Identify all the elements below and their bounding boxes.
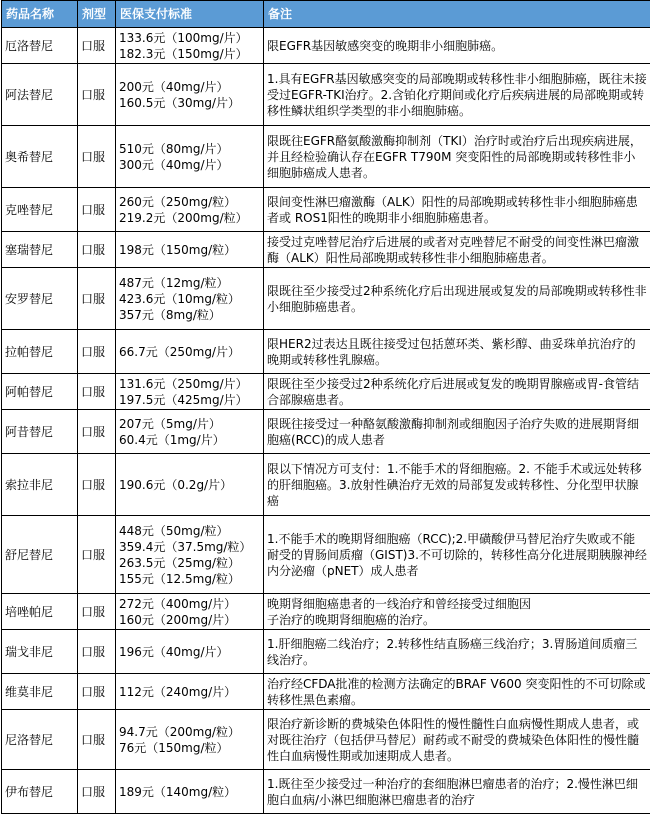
drug-name-cell: 克唑替尼 [2,188,78,232]
drug-name-cell: 瑞戈非尼 [2,630,78,674]
dosage-form-cell: 口服 [78,630,116,674]
remarks-cell: 1.既往至少接受过一种治疗的套细胞淋巴瘤患者的治疗；2.慢性淋巴细胞白血病/小淋巴细胞淋巴瘤患者的治疗 [264,770,650,814]
price-cell [116,188,264,232]
header-remarks: 备注 [264,1,650,28]
table-row [2,410,650,454]
remarks-cell: 接受过克唑替尼治疗后进展的或者对克唑替尼不耐受的间变性淋巴瘤激酶（ALK）阳性局部晚期或转移性非小细胞肺癌患者。 [264,232,650,268]
price-line: 300元（40mg/片） [119,157,260,173]
remarks-cell: 限间变性淋巴瘤激酶（ALK）阳性的局部晚期或转移性非小细胞肺癌患者或 ROS1阳性的晚期非小细胞肺癌患者。 [264,188,650,232]
table-header [2,1,650,28]
drug-name-cell: 拉帕替尼 [2,330,78,374]
dosage-form-cell: 口服 [78,126,116,188]
table-row [2,770,650,814]
price-line: 200元（40mg/片） [119,79,260,95]
price-cell [116,770,264,814]
dosage-form-cell: 口服 [78,374,116,410]
price-line: 448元（50mg/粒） [119,523,260,539]
price-line: 190.6元（0.2g/片） [119,477,260,493]
drug-name-cell: 奥希替尼 [2,126,78,188]
drug-name-cell: 安罗替尼 [2,268,78,330]
table-row [2,268,650,330]
remarks-cell: 限以下情况方可支付：1.不能手术的肾细胞癌。2. 不能手术或远处转移的肝细胞癌。3.放射性碘治疗无效的局部复发或转移性、分化型甲状腺癌 [264,454,650,516]
price-line: 260元（250mg/粒） [119,194,260,210]
remarks-cell: 限HER2过表达且既往接受过包括蒽环类、紫杉醇、曲妥珠单抗治疗的晚期或转移性乳腺癌。 [264,330,650,374]
dosage-form-cell: 口服 [78,268,116,330]
dosage-form-cell: 口服 [78,594,116,630]
price-line: 94.7元（200mg/粒） [119,724,260,740]
price-line: 198元（150mg/粒） [119,242,260,258]
drug-name-cell: 尼洛替尼 [2,710,78,770]
price-line: 189元（140mg/粒） [119,784,260,800]
dosage-form-cell: 口服 [78,28,116,64]
dosage-form-cell: 口服 [78,330,116,374]
price-line: 197.5元（425mg/片） [119,392,260,408]
drug-name-cell: 阿法替尼 [2,64,78,126]
price-cell [116,630,264,674]
price-cell [116,374,264,410]
price-line: 263.5元（25mg/粒） [119,555,260,571]
remarks-cell: 晚期肾细胞癌患者的一线治疗和曾经接受过细胞因 子治疗的晚期肾细胞癌的治疗。 [264,594,650,630]
drug-name-cell: 塞瑞替尼 [2,232,78,268]
price-line: 182.3元（150mg/片） [119,46,260,62]
remarks-cell: 限既往至少接受过2种系统化疗后进展或复发的晚期胃腺癌或胃-食管结合部腺癌患者。 [264,374,650,410]
dosage-form-cell: 口服 [78,410,116,454]
price-line: 133.6元（100mg/片） [119,30,260,46]
price-line: 359.4元（37.5mg/粒） [119,539,260,555]
header-drug-name: 药品名称 [2,1,78,28]
dosage-form-cell: 口服 [78,674,116,710]
price-line: 357元（8mg/粒） [119,307,260,323]
drug-name-cell: 厄洛替尼 [2,28,78,64]
drug-name-cell: 阿帕替尼 [2,374,78,410]
table-row [2,516,650,594]
dosage-form-cell: 口服 [78,770,116,814]
price-line: 196元（40mg/片） [119,644,260,660]
table-row [2,330,650,374]
table-row [2,674,650,710]
dosage-form-cell: 口服 [78,454,116,516]
remarks-cell: 限既往至少接受过2种系统化疗后出现进展或复发的局部晚期或转移性非小细胞肺癌患者。 [264,268,650,330]
dosage-form-cell: 口服 [78,710,116,770]
table-row [2,232,650,268]
drug-name-cell: 舒尼替尼 [2,516,78,594]
remarks-cell: 限既往接受过一种酪氨酸激酶抑制剂或细胞因子治疗失败的进展期肾细胞癌(RCC)的成人患者 [264,410,650,454]
price-cell [116,232,264,268]
dosage-form-cell: 口服 [78,188,116,232]
price-line: 112元（240mg/片） [119,684,260,700]
table-row [2,594,650,630]
remarks-cell: 限治疗新诊断的费城染色体阳性的慢性髓性白血病慢性期成人患者，或对既往治疗（包括伊马替尼）耐药或不耐受的费城染色体阳性的慢性髓性白血病慢性期或加速期成人患者。 [264,710,650,770]
table-row [2,454,650,516]
price-cell [116,28,264,64]
drug-name-cell: 培唑帕尼 [2,594,78,630]
remarks-cell: 1.不能手术的晚期肾细胞癌（RCC);2.甲磺酸伊马替尼治疗失败或不能耐受的胃肠间质瘤（GIST)3.不可切除的，转移性高分化进展期胰腺神经内分泌瘤（pNET）成人患者 [264,516,650,594]
table-row [2,374,650,410]
remarks-cell: 1.具有EGFR基因敏感突变的局部晚期或转移性非小细胞肺癌，既往未接受过EGFR-TKI治疗。2.含铂化疗期间或化疗后疾病进展的局部晚期或转移性鳞状组织学类型的非小细胞肺癌。 [264,64,650,126]
price-cell [116,674,264,710]
price-cell [116,268,264,330]
header-reimbursement-price: 医保支付标准 [116,1,264,28]
table-row [2,64,650,126]
dosage-form-cell: 口服 [78,64,116,126]
price-line: 207元（5mg/片） [119,416,260,432]
remarks-cell: 治疗经CFDA批准的检测方法确定的BRAF V600 突变阳性的不可切除或转移性黑色素瘤。 [264,674,650,710]
price-line: 219.2元（200mg/粒） [119,210,260,226]
price-cell [116,64,264,126]
drug-reimbursement-table [1,0,650,814]
remarks-cell: 1.肝细胞癌二线治疗；2.转移性结直肠癌三线治疗；3.胃肠道间质瘤三线治疗。 [264,630,650,674]
price-cell [116,516,264,594]
price-line: 423.6元（10mg/粒） [119,291,260,307]
header-dosage-form: 剂型 [78,1,116,28]
price-cell [116,710,264,770]
price-cell [116,594,264,630]
price-line: 160.5元（30mg/片） [119,95,260,111]
table-row [2,710,650,770]
price-line: 60.4元（1mg/片） [119,432,260,448]
drug-name-cell: 阿昔替尼 [2,410,78,454]
price-cell [116,454,264,516]
price-line: 76元（150mg/粒） [119,740,260,756]
price-line: 155元（12.5mg/粒） [119,571,260,587]
price-line: 160元（200mg/片） [119,612,260,628]
table-row [2,188,650,232]
price-line: 487元（12mg/粒） [119,275,260,291]
price-line: 66.7元（250mg/片） [119,344,260,360]
drug-name-cell: 维莫非尼 [2,674,78,710]
price-cell [116,330,264,374]
table-row [2,126,650,188]
drug-name-cell: 索拉非尼 [2,454,78,516]
price-cell [116,410,264,454]
remarks-cell: 限EGFR基因敏感突变的晚期非小细胞肺癌。 [264,28,650,64]
header-row [2,1,650,28]
dosage-form-cell: 口服 [78,232,116,268]
price-cell [116,126,264,188]
price-line: 510元（80mg/片） [119,141,260,157]
dosage-form-cell: 口服 [78,516,116,594]
table-row [2,630,650,674]
price-line: 131.6元（250mg/片） [119,376,260,392]
price-line: 272元（400mg/片） [119,596,260,612]
table-row [2,28,650,64]
remarks-cell: 限既往EGFR酪氨酸激酶抑制剂（TKI）治疗时或治疗后出现疾病进展，并且经检验确认存在EGFR T790M 突变阳性的局部晚期或转移性非小细胞肺癌成人患者。 [264,126,650,188]
table-body [2,28,650,814]
drug-name-cell: 伊布替尼 [2,770,78,814]
